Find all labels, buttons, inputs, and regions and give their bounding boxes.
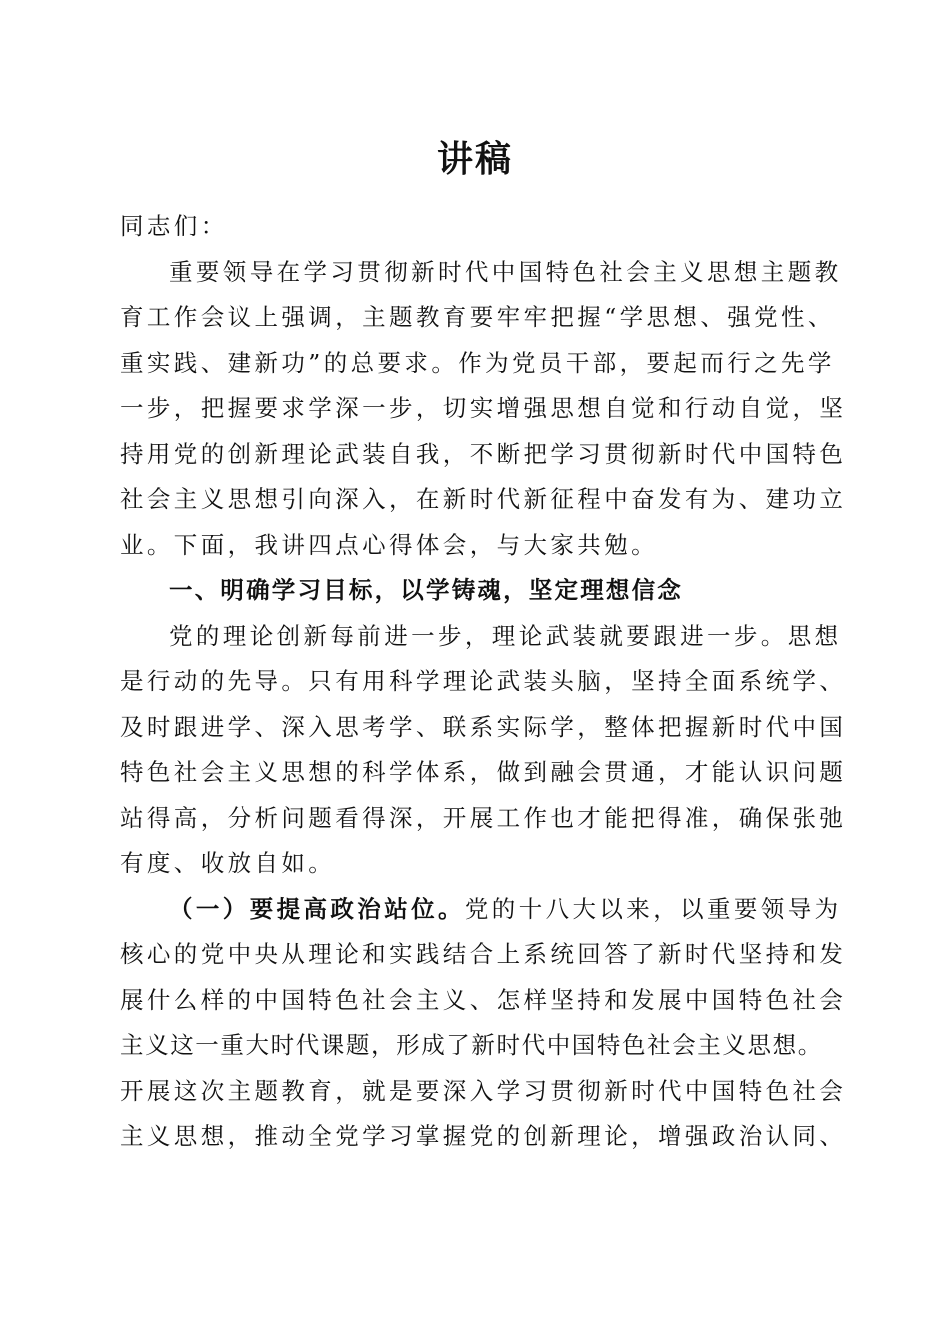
salutation: 同志们：	[120, 212, 228, 240]
paragraph-line: 有度、收放自如。	[120, 849, 336, 877]
paragraph-line: 社会主义思想引向深入，在新时代新征程中奋发有为、建功立	[120, 485, 847, 513]
paragraph-line: 持用党的创新理论武装自我，不断把学习贯彻新时代中国特色	[120, 439, 847, 468]
subsection-lead: （一）要提高政治站位。	[169, 894, 465, 923]
intro-paragraph	[120, 250, 847, 569]
subsection1-paragraph	[120, 887, 847, 1160]
paragraph-line: 育工作会议上强调，主题教育要牢牢把握“学思想、强党性、	[120, 303, 835, 331]
paragraph-line: 展什么样的中国特色社会主义、怎样坚持和发展中国特色社会	[120, 985, 847, 1014]
paragraph-line: 主义这一重大时代课题，形成了新时代中国特色社会主义思想。	[120, 1031, 823, 1059]
section1-paragraph	[120, 614, 847, 887]
paragraph-line: 是行动的先导。只有用科学理论武装头脑，坚持全面系统学、	[120, 667, 847, 695]
paragraph-line	[120, 887, 842, 933]
paragraph-line: 一步，把握要求学深一步，切实增强思想自觉和行动自觉，坚	[120, 394, 847, 422]
document-body	[120, 204, 847, 1160]
paragraph-line: 及时跟进学、深入思考学、联系实际学，整体把握新时代中国	[120, 712, 847, 741]
paragraph-line: 核心的党中央从理论和实践结合上系统回答了新时代坚持和发	[120, 940, 847, 968]
paragraph-line: 重实践、建新功”的总要求。作为党员干部，要起而行之先学	[120, 348, 835, 377]
paragraph-line: 重要领导在学习贯彻新时代中国特色社会主义思想主题教	[169, 257, 842, 286]
paragraph-line: 特色社会主义思想的科学体系，做到融会贯通，才能认识问题	[120, 758, 847, 786]
paragraph-line: 党的理论创新每前进一步，理论武装就要跟进一步。思想	[169, 621, 842, 650]
paragraph-line: 站得高，分析问题看得深，开展工作也才能把得准，确保张弛	[120, 803, 847, 832]
paragraph-line: 开展这次主题教育，就是要深入学习贯彻新时代中国特色社会	[120, 1076, 847, 1105]
paragraph-line: 业。下面，我讲四点心得体会，与大家共勉。	[120, 530, 658, 559]
section-heading: 一、明确学习目标，以学铸魂，坚定理想信念	[169, 576, 683, 604]
subsection-first-line-text: 党的十八大以来，以重要领导为	[464, 894, 842, 923]
document-title: 讲稿	[436, 139, 513, 180]
paragraph-line: 主义思想，推动全党学习掌握党的创新理论，增强政治认同、	[120, 1122, 847, 1150]
